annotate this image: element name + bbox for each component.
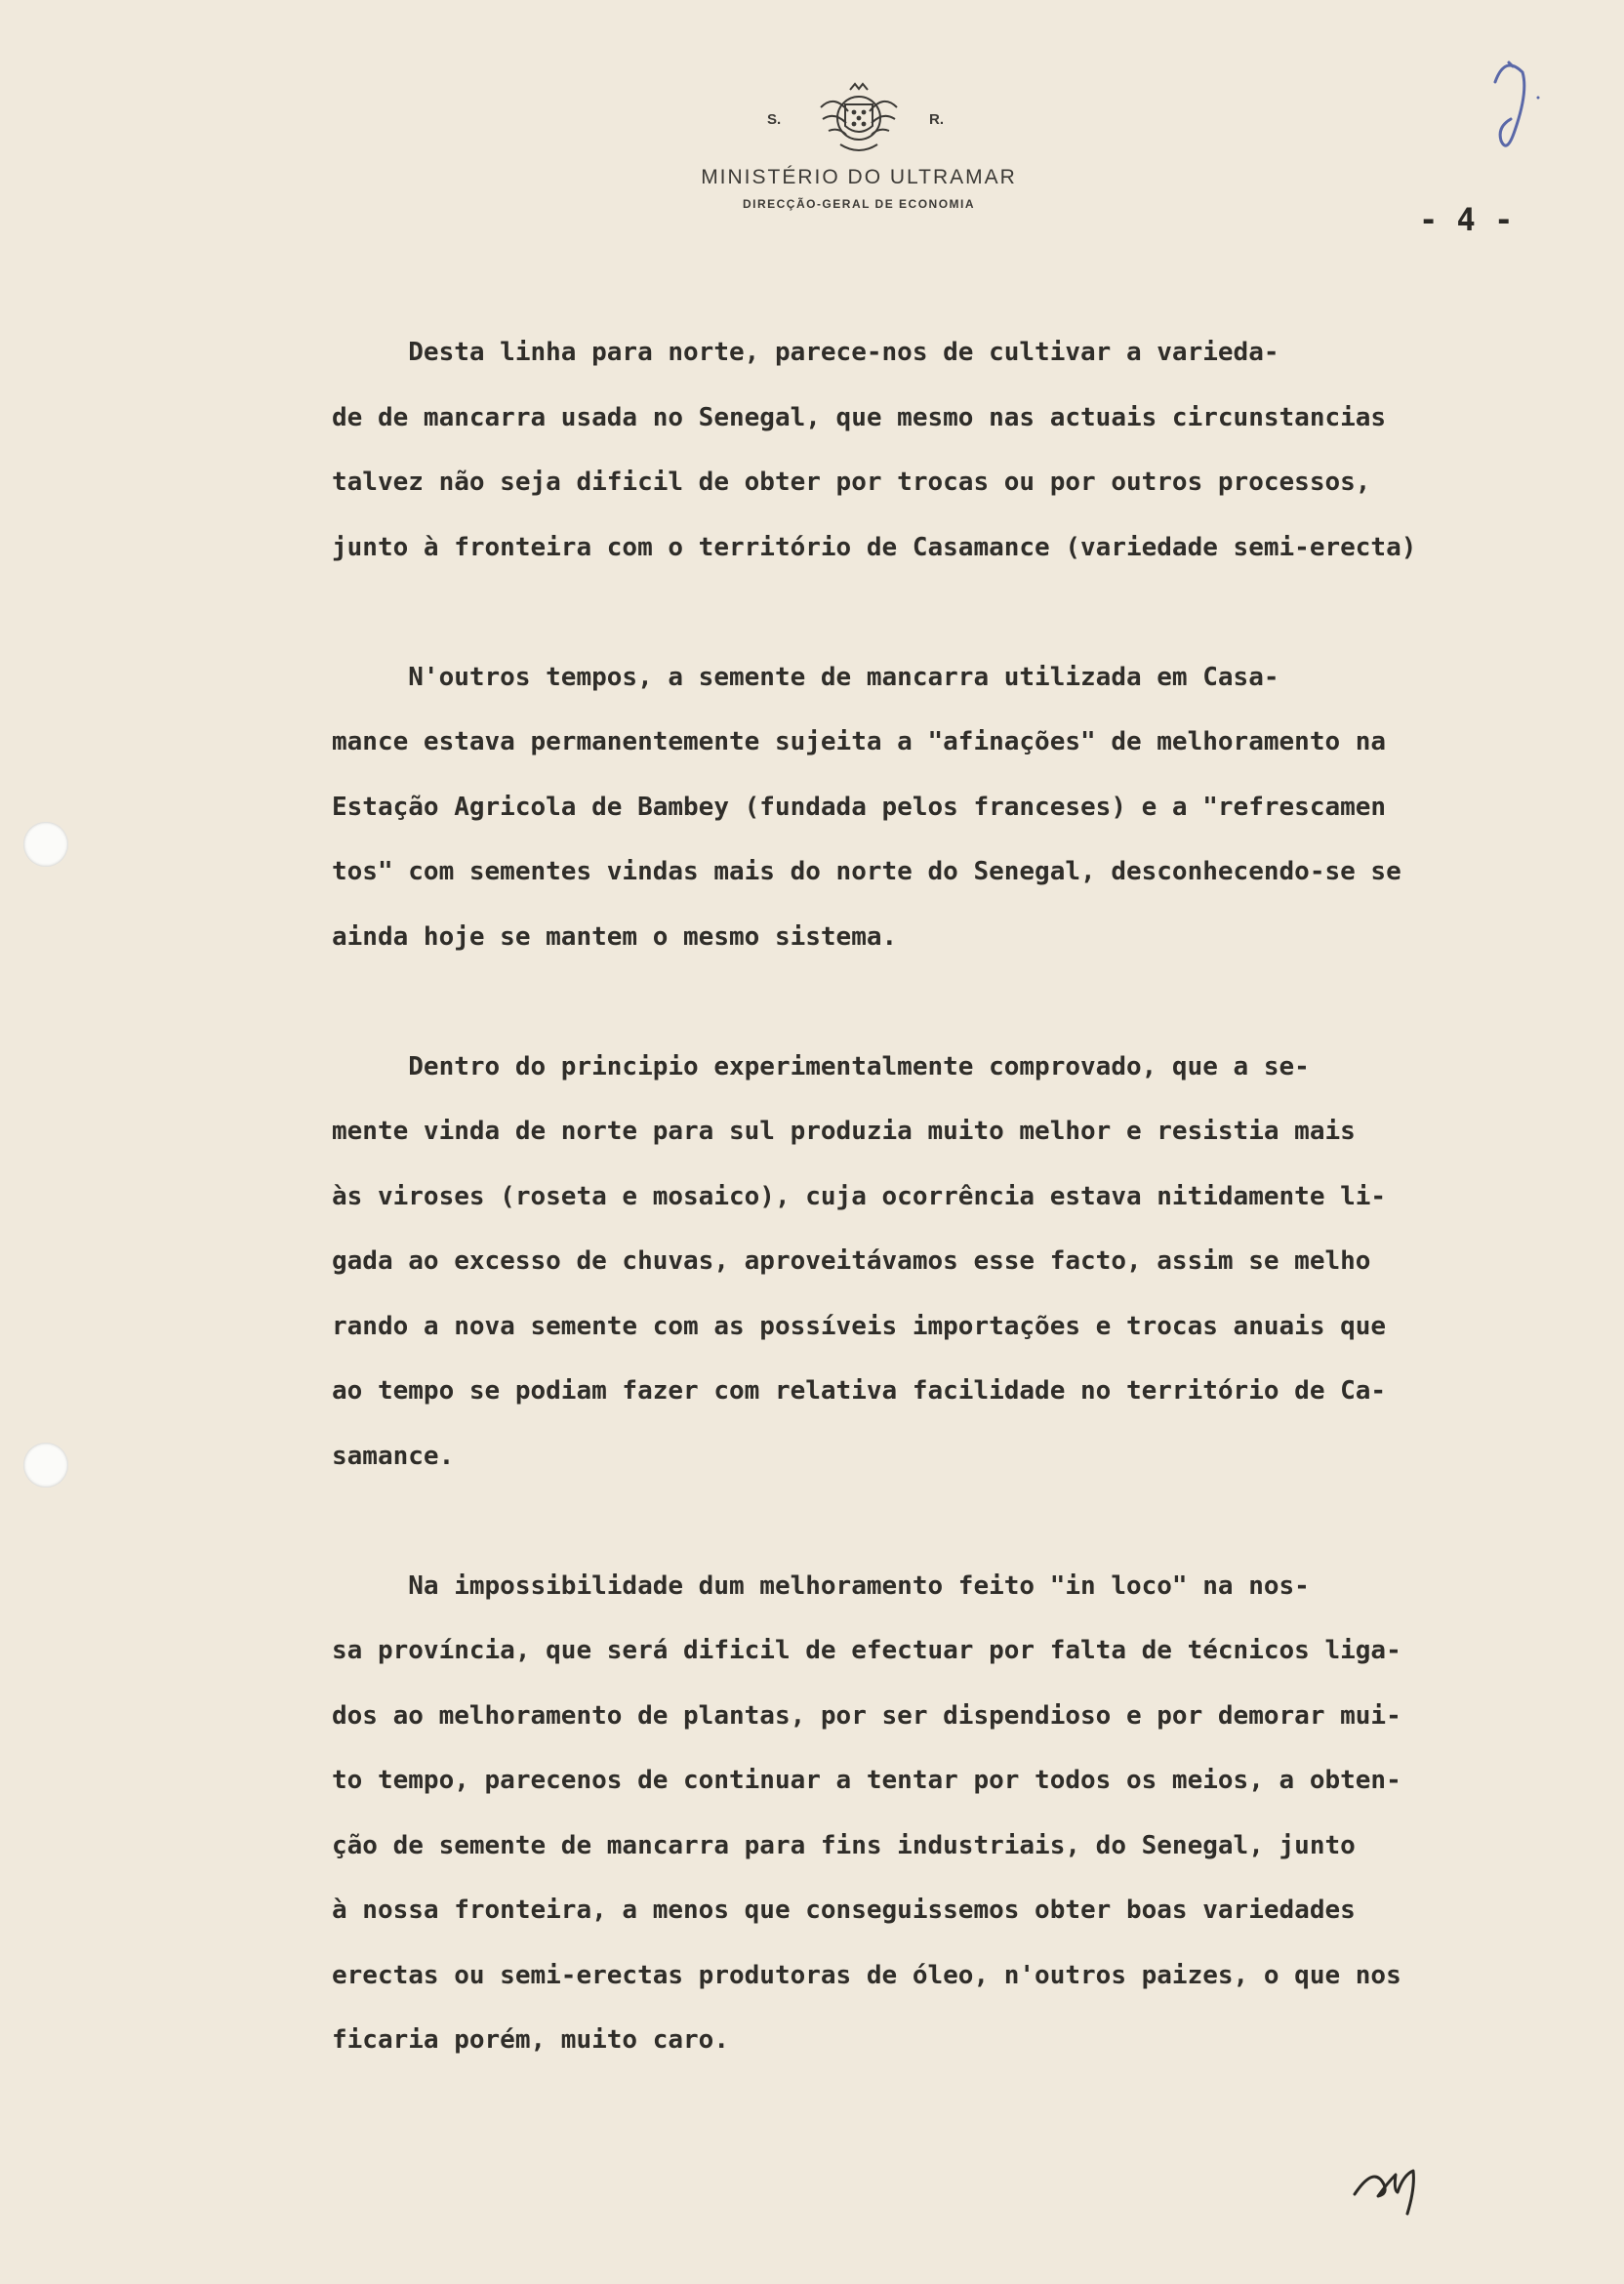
text-line: talvez não seja dificil de obter por trocas ou por outros processos, [332, 468, 1371, 497]
text-line: Estação Agricola de Bambey (fundada pelos franceses) e a "refrescamen [332, 792, 1387, 822]
handwritten-signature [1347, 2136, 1464, 2223]
paragraph [332, 1554, 1591, 2073]
paragraph-spacer [332, 1489, 1591, 1554]
punch-hole [23, 822, 68, 867]
letterhead-crest-row [586, 80, 1132, 158]
text-line: tos" com sementes vindas mais do norte do Senegal, desconhecendo-se se [332, 857, 1401, 886]
text-line: mance estava permanentemente sujeita a "afinações" de melhoramento na [332, 727, 1387, 756]
department-name: DIRECÇÃO-GERAL DE ECONOMIA [742, 197, 976, 211]
letter-body [332, 320, 1591, 2073]
text-line: de de mancarra usada no Senegal, que mesmo nas actuais circunstancias [332, 402, 1387, 432]
handwritten-mark [1474, 43, 1552, 170]
text-line: gada ao excesso de chuvas, aproveitávamos esse facto, assim se melho [332, 1246, 1371, 1276]
text-line: rando a nova semente com as possíveis importações e trocas anuais que [332, 1311, 1387, 1341]
letterhead [586, 80, 1132, 211]
text-line: às viroses (roseta e mosaico), cuja ocorrência estava nitidamente li- [332, 1181, 1387, 1211]
text-line: mente vinda de norte para sul produzia muito melhor e resistia mais [332, 1117, 1356, 1146]
text-line: à nossa fronteira, a menos que conseguissemos obter boas variedades [332, 1896, 1356, 1925]
paragraph [332, 320, 1591, 580]
text-line: sa província, que será dificil de efectuar por falta de técnicos liga- [332, 1636, 1401, 1665]
text-line: Na impossibilidade dum melhoramento feito "in loco" na nos- [332, 1570, 1310, 1601]
letterhead-left-initial: S. [767, 111, 782, 128]
text-line: junto à fronteira com o território de Casamance (variedade semi-erecta) [332, 532, 1417, 562]
letterhead-right-initial: R. [929, 111, 944, 128]
paragraph [332, 1035, 1591, 1489]
paragraph-spacer [332, 580, 1591, 645]
page-number: - 4 - [1419, 201, 1514, 238]
text-line: to tempo, parecenos de continuar a tentar por todos os meios, a obten- [332, 1766, 1401, 1795]
paragraph [332, 645, 1591, 970]
coat-of-arms-icon [811, 80, 907, 156]
text-line: Desta linha para norte, parece-nos de cultivar a varieda- [332, 338, 1279, 367]
punch-hole [23, 1443, 68, 1488]
text-line: ao tempo se podiam fazer com relativa facilidade no território de Ca- [332, 1376, 1387, 1406]
ministry-name: MINISTÉRIO DO ULTRAMAR [701, 166, 1017, 188]
text-line: Dentro do principio experimentalmente comprovado, que a se- [332, 1051, 1310, 1081]
text-line: samance. [332, 1441, 455, 1471]
text-line: erectas ou semi-erectas produtoras de óleo, n'outros paizes, o que nos [332, 1960, 1401, 1990]
text-line: dos ao melhoramento de plantas, por ser dispendioso e por demorar mui- [332, 1700, 1401, 1731]
paragraph-spacer [332, 969, 1591, 1035]
text-line: N'outros tempos, a semente de mancarra utilizada em Casa- [332, 662, 1279, 692]
text-line: ainda hoje se mantem o mesmo sistema. [332, 921, 898, 952]
text-line: ção de semente de mancarra para fins industriais, do Senegal, junto [332, 1830, 1356, 1860]
text-line: ficaria porém, muito caro. [332, 2025, 729, 2055]
